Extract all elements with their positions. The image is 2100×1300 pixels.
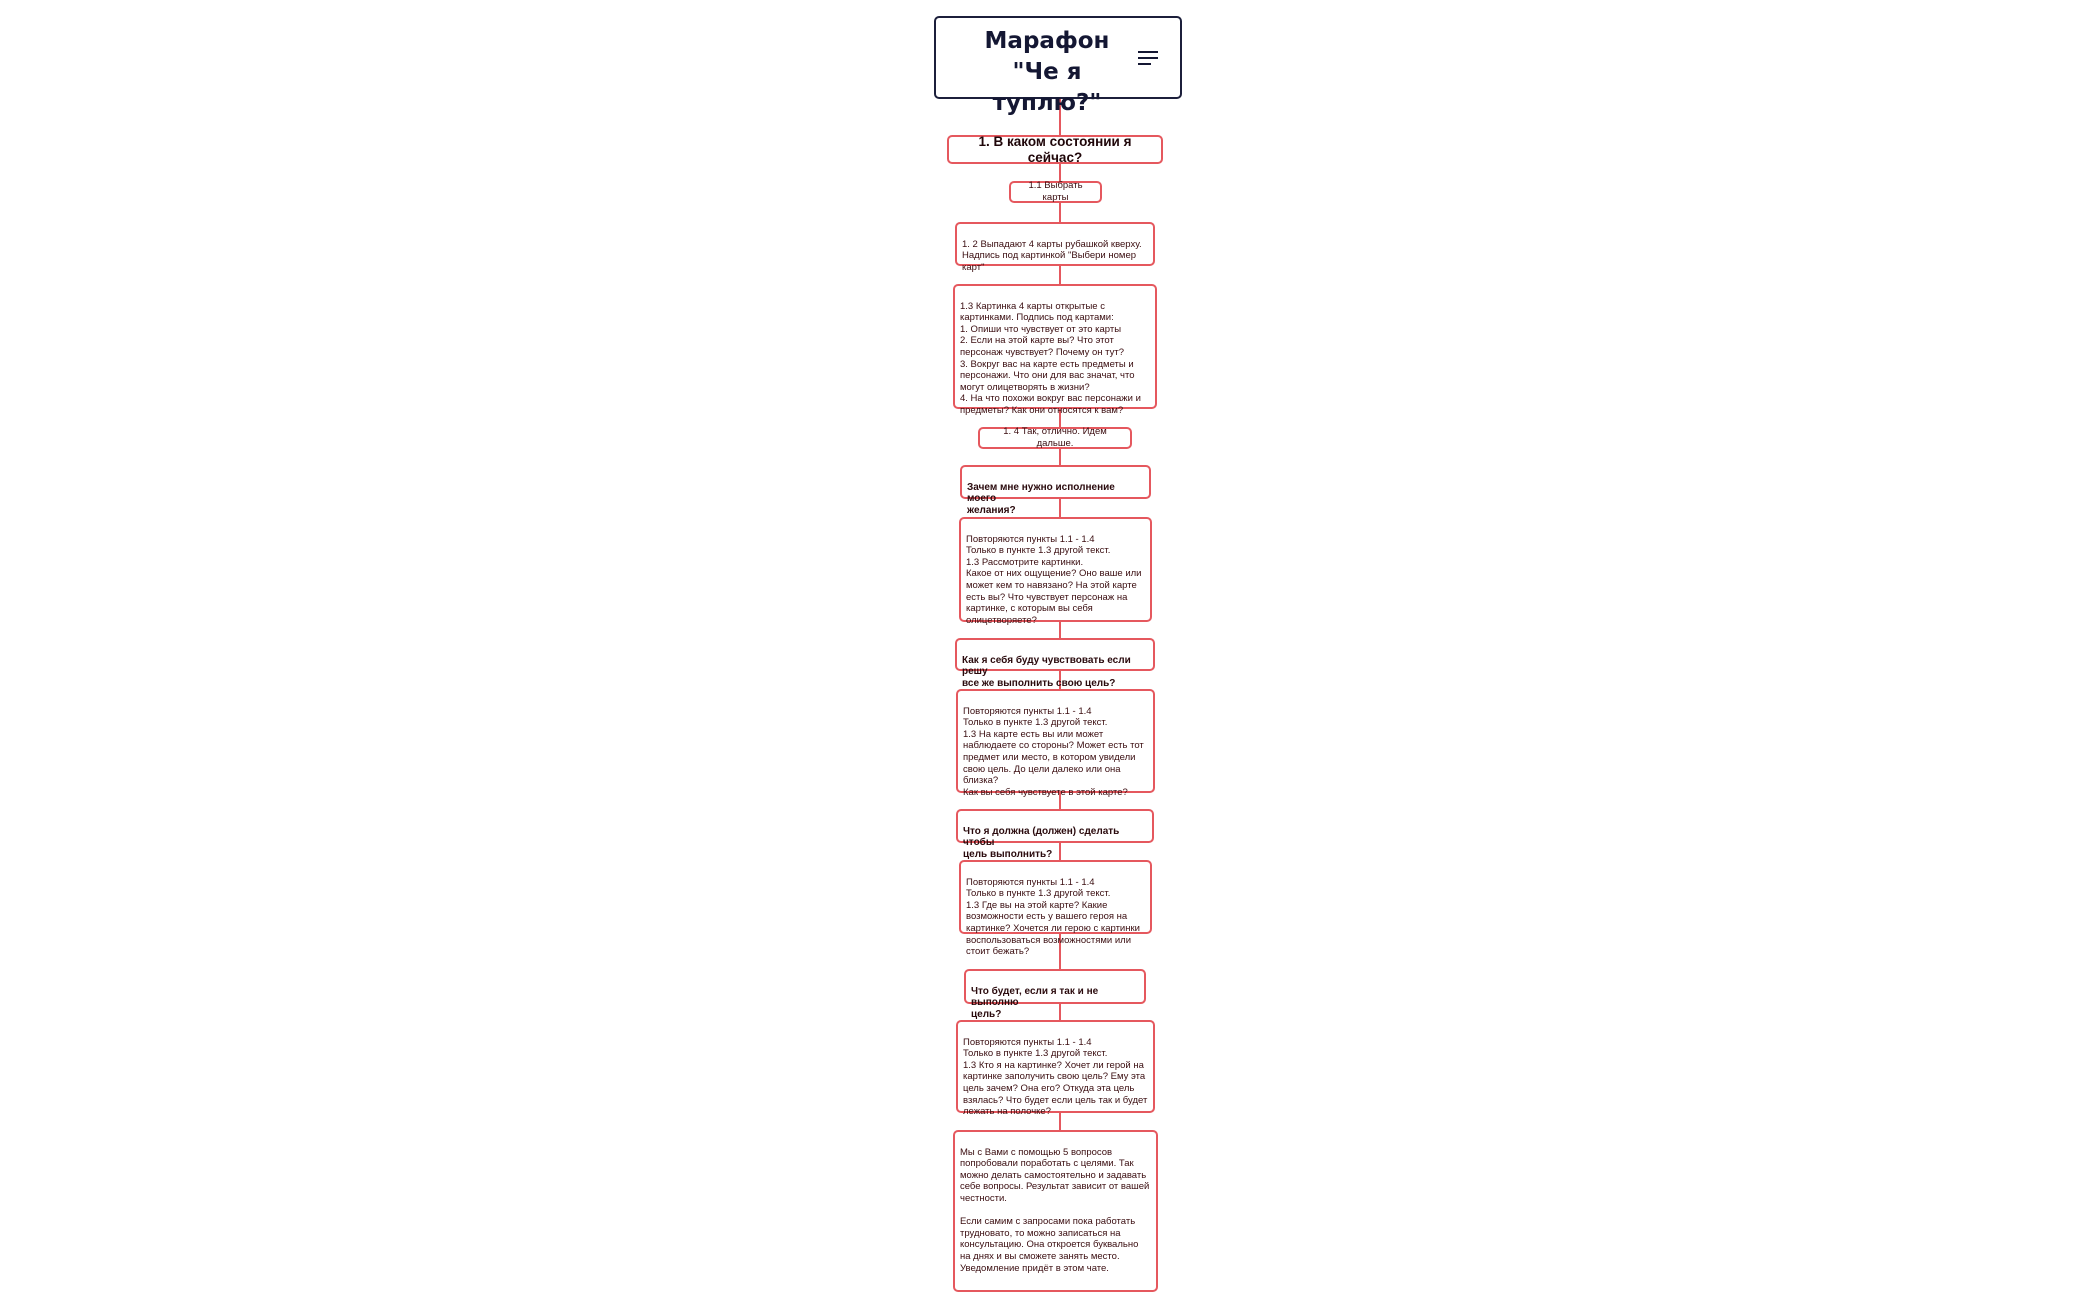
node-text: Повторяются пункты 1.1 - 1.4 Только в пункте 1.3 другой текст. 1.3 Рассмотрите картинки. Какое от них ощущение? Оно ваше или может кем то навязано? На этой карте есть вы? Что чувствует персонаж на картинке, с которым вы себя олицетворяете? bbox=[966, 533, 1142, 626]
summary-node[interactable] bbox=[953, 1130, 1158, 1292]
node-text: Повторяются пункты 1.1 - 1.4 Только в пункте 1.3 другой текст. 1.3 На карте есть вы или может наблюдаете со стороны? Может есть тот предмет или место, в котором увидели свою цель. До цели далеко или она близка? Как вы себя чувствуете в этой карте? bbox=[963, 705, 1144, 798]
root-title: Марафон "Че я туплю?" bbox=[984, 28, 1110, 116]
node-text: Мы с Вами с помощью 5 вопросов попробовали поработать с целями. Так можно делать самостоятельно и задавать себе вопросы. Результат зависит от вашей честности. Если самим с запросами пока работать трудновато, то можно записаться на консультацию. Она откроется буквально на днях и вы сможете занять место. Уведомление придёт в этом чате. bbox=[960, 1146, 1150, 1274]
connector-line bbox=[1059, 449, 1061, 465]
node-text: 1.3 Картинка 4 карты открытые с картинками. Подпись под картами: 1. Опиши что чувствует от это карты 2. Если на этой карте вы? Что этот персонаж чувствует? Почему он тут? 3. Вокруг вас на карте есть предметы и персонажи. Что они для вас значат, что могут олицетворять в жизни? 4. На что похожи вокруг вас персонажи и предметы? Как они относятся к вам? bbox=[960, 300, 1141, 416]
answer-node[interactable] bbox=[956, 689, 1155, 798]
connector-line bbox=[1059, 164, 1061, 181]
menu-lines-icon[interactable] bbox=[1138, 50, 1158, 66]
root-topic[interactable] bbox=[934, 16, 1182, 116]
step-node[interactable] bbox=[978, 427, 1132, 449]
node-text: Повторяются пункты 1.1 - 1.4 Только в пункте 1.3 другой текст. 1.3 Где вы на этой карте? Какие возможности есть у вашего героя на картинке? Хочется ли герою с картинки воспользоваться возможностями или стоит бежать? bbox=[966, 876, 1140, 958]
answer-node[interactable] bbox=[959, 860, 1152, 958]
answer-node[interactable] bbox=[959, 517, 1152, 626]
node-text: 1. 4 Так, отлично. Идем дальше. bbox=[1003, 426, 1107, 449]
node-text: Повторяются пункты 1.1 - 1.4 Только в пункте 1.3 другой текст. 1.3 Кто я на картинке? Хочет ли герой на картинке заполучить свою цель? Ему эта цель зачем? Она его? Откуда эта цель взялась? Что будет если цель так и будет лежать на полочке? bbox=[963, 1036, 1148, 1118]
node-text: 1.1 Выбрать карты bbox=[1028, 180, 1083, 203]
node-text: 1. 2 Выпадают 4 карты рубашкой кверху. Надпись под картинкой "Выбери номер карт" bbox=[962, 238, 1142, 273]
question-node[interactable] bbox=[955, 638, 1155, 689]
node-text: Что будет, если я так и не выполню цель? bbox=[971, 985, 1099, 1020]
node-text: Что я должна (должен) сделать чтобы цель выполнить? bbox=[963, 825, 1120, 860]
connector-line bbox=[1059, 203, 1061, 222]
answer-node[interactable] bbox=[956, 1020, 1155, 1118]
step-node[interactable] bbox=[1009, 181, 1102, 203]
question-node[interactable] bbox=[960, 465, 1151, 516]
node-text: 1. В каком состоянии я сейчас? bbox=[978, 133, 1132, 165]
question-node[interactable] bbox=[964, 969, 1146, 1020]
node-text: Как я себя буду чувствовать если решу все же выполнить свою цель? bbox=[962, 654, 1131, 689]
step-node[interactable] bbox=[953, 284, 1157, 416]
question-node[interactable] bbox=[956, 809, 1154, 860]
node-text: Зачем мне нужно исполнение моего желания? bbox=[967, 481, 1115, 516]
question-node[interactable] bbox=[947, 135, 1163, 164]
step-node[interactable] bbox=[955, 222, 1155, 273]
